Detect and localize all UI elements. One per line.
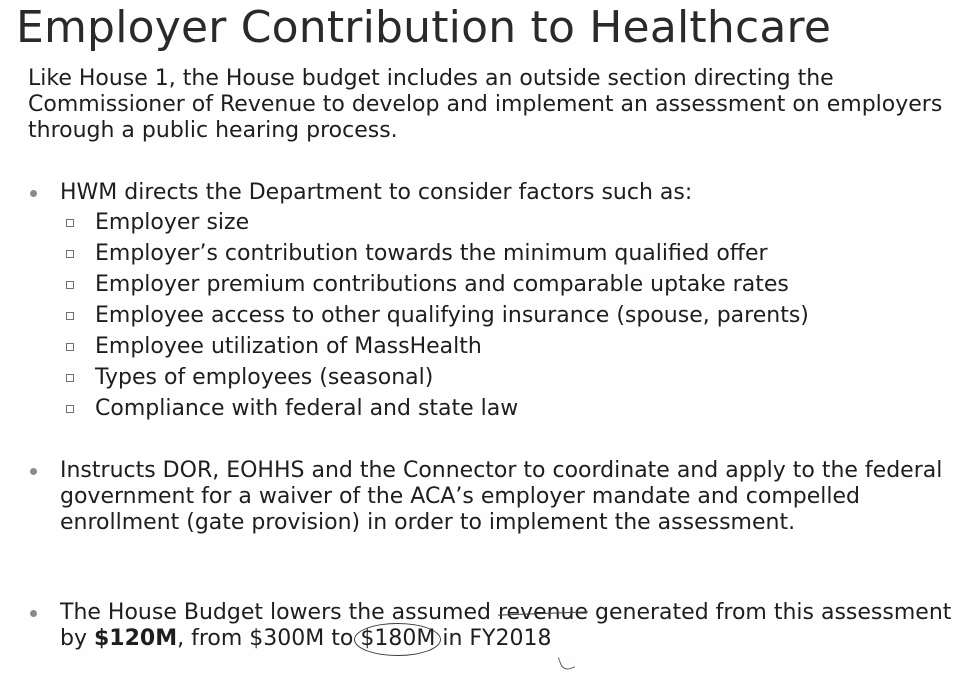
revenue-text-part2: generated from this assessment by — [60, 600, 952, 651]
revenue-text-part1: The House Budget lowers the assumed — [60, 600, 491, 625]
square-bullet-icon — [66, 219, 74, 227]
factor-text: Employer premium contributions and comparable uptake rates — [95, 272, 789, 297]
bullet-dot-icon — [30, 468, 37, 475]
factor-item — [66, 300, 946, 331]
bullet-revenue — [60, 600, 955, 652]
factor-text: Employer’s contribution towards the minimum qualified offer — [95, 241, 768, 266]
revenue-text-part4: in FY2018 — [442, 626, 552, 651]
factor-list — [66, 207, 946, 424]
square-bullet-icon — [66, 343, 74, 351]
handwritten-circled-amount: $180M — [360, 626, 436, 651]
factor-item — [66, 393, 946, 424]
factor-text: Employee access to other qualifying insurance (spouse, parents) — [95, 303, 809, 328]
square-bullet-icon — [66, 312, 74, 320]
square-bullet-icon — [66, 281, 74, 289]
factor-item — [66, 331, 946, 362]
square-bullet-icon — [66, 405, 74, 413]
bullet-waiver — [60, 458, 955, 536]
factor-item — [66, 269, 946, 300]
revenue-text-part3: , from $300M to — [177, 626, 354, 651]
square-bullet-icon — [66, 374, 74, 382]
square-bullet-icon — [66, 250, 74, 258]
bullet-factors — [60, 180, 955, 206]
factor-text: Compliance with federal and state law — [95, 396, 519, 421]
handwritten-strike-revenue: revenue — [497, 600, 589, 625]
factor-text: Employer size — [95, 210, 250, 235]
factor-item — [66, 207, 946, 238]
intro-paragraph: Like House 1, the House budget includes an outside section directing the Commissioner of Revenue to develop and implement an assessment on employers through a public hearing process. — [28, 66, 943, 143]
slide-title: Employer Contribution to Healthcare — [16, 2, 832, 53]
factor-item — [66, 362, 946, 393]
bullet-factors-text: HWM directs the Department to consider factors such as: — [60, 180, 693, 205]
factor-item — [66, 238, 946, 269]
bullet-dot-icon — [30, 610, 37, 617]
factor-text: Types of employees (seasonal) — [95, 365, 434, 390]
pen-mark — [558, 653, 575, 672]
bullet-dot-icon — [30, 190, 37, 197]
reduction-amount: $120M — [93, 626, 178, 651]
bullet-waiver-text: Instructs DOR, EOHHS and the Connector to coordinate and apply to the federal government for a waiver of the ACA’s employer mandate and compelled enrollment (gate provision) in order to implement the assessment. — [60, 458, 943, 535]
factor-text: Employee utilization of MassHealth — [95, 334, 482, 359]
